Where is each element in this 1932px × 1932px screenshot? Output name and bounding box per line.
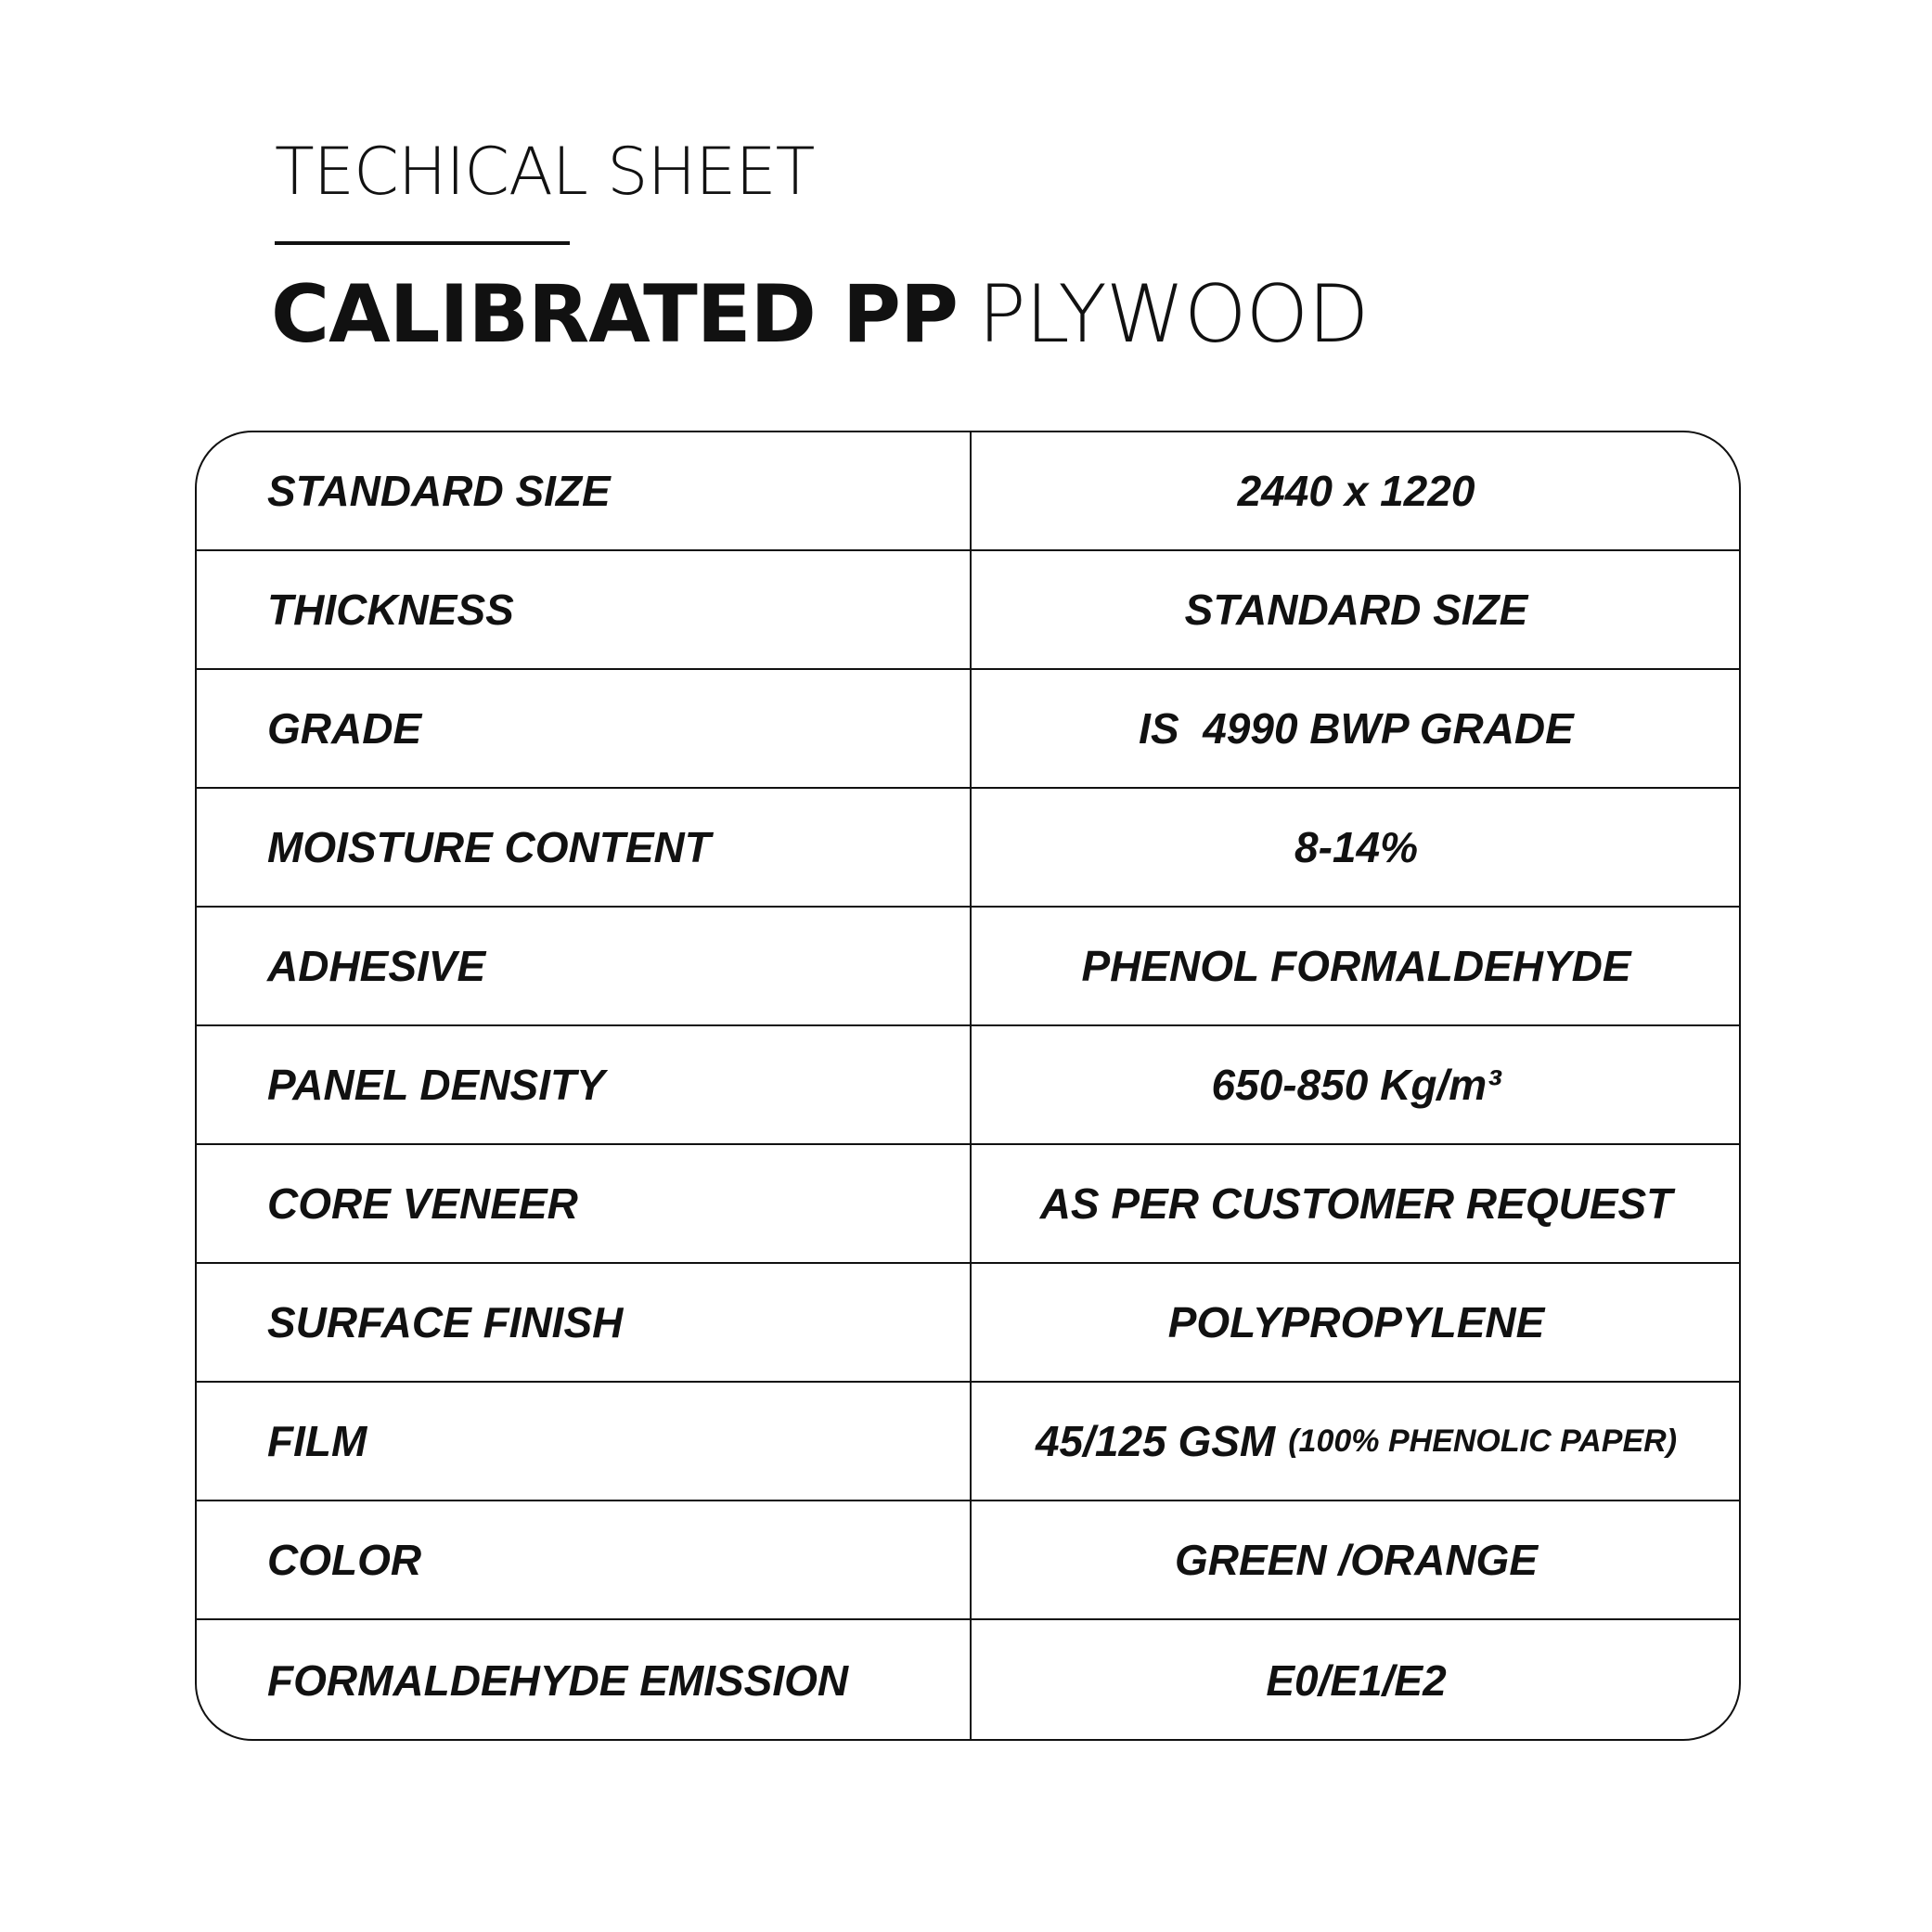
spec-value-note: (100% PHENOLIC PAPER) [1288,1423,1678,1459]
spec-value [972,789,1741,906]
spec-value [972,1264,1741,1381]
spec-label: GRADE [267,704,422,753]
spec-value-text: AS PER CUSTOMER REQUEST [1039,1179,1673,1228]
table-row [197,789,1739,908]
spec-label: ADHESIVE [267,942,486,990]
spec-value-text: IS 4990 BWP GRADE [1139,704,1574,753]
table-row [197,551,1739,670]
table-row [197,1145,1739,1264]
column-divider [970,432,972,1739]
table-row [197,908,1739,1026]
spec-label: FILM [267,1417,367,1465]
spec-value [972,432,1741,549]
product-title [271,268,1369,361]
sheet-label: TECHICAL SHEET [275,134,815,210]
spec-value-text: 650-850 Kg/m³ [1211,1061,1501,1109]
table-row [197,670,1739,789]
spec-value-text: 45/125 GSM [1035,1417,1276,1465]
spec-value [972,1383,1741,1500]
spec-value-text: 2440 x 1220 [1237,467,1475,515]
spec-value [972,1145,1741,1262]
spec-table [195,431,1741,1741]
spec-label: STANDARD SIZE [267,467,611,515]
spec-label: MOISTURE CONTENT [267,823,711,871]
product-title-bold: CALIBRATED PP [271,268,958,361]
spec-value-text: STANDARD SIZE [1184,586,1528,634]
product-title-light: PLYWOOD [977,268,1369,361]
title-underline [275,241,570,245]
spec-label: CORE VENEER [267,1179,578,1228]
spec-value-text: E0/E1/E2 [1266,1656,1447,1705]
table-row [197,1264,1739,1383]
spec-value [972,670,1741,787]
spec-value-text: POLYPROPYLENE [1167,1298,1545,1346]
table-row [197,1620,1739,1741]
spec-value [972,1026,1741,1143]
spec-value [972,908,1741,1024]
spec-value [972,1501,1741,1618]
spec-value-text: 8-14% [1294,823,1418,871]
spec-value [972,551,1741,668]
table-row [197,1383,1739,1501]
spec-value-text: GREEN /ORANGE [1174,1536,1539,1584]
spec-value-text: PHENOL FORMALDEHYDE [1081,942,1631,990]
spec-label: SURFACE FINISH [267,1298,624,1346]
spec-value [972,1620,1741,1741]
spec-label: COLOR [267,1536,422,1584]
table-row [197,1501,1739,1620]
spec-label: FORMALDEHYDE EMISSION [267,1656,849,1705]
table-row [197,432,1739,551]
spec-label: PANEL DENSITY [267,1061,605,1109]
spec-label: THICKNESS [267,586,514,634]
table-row [197,1026,1739,1145]
